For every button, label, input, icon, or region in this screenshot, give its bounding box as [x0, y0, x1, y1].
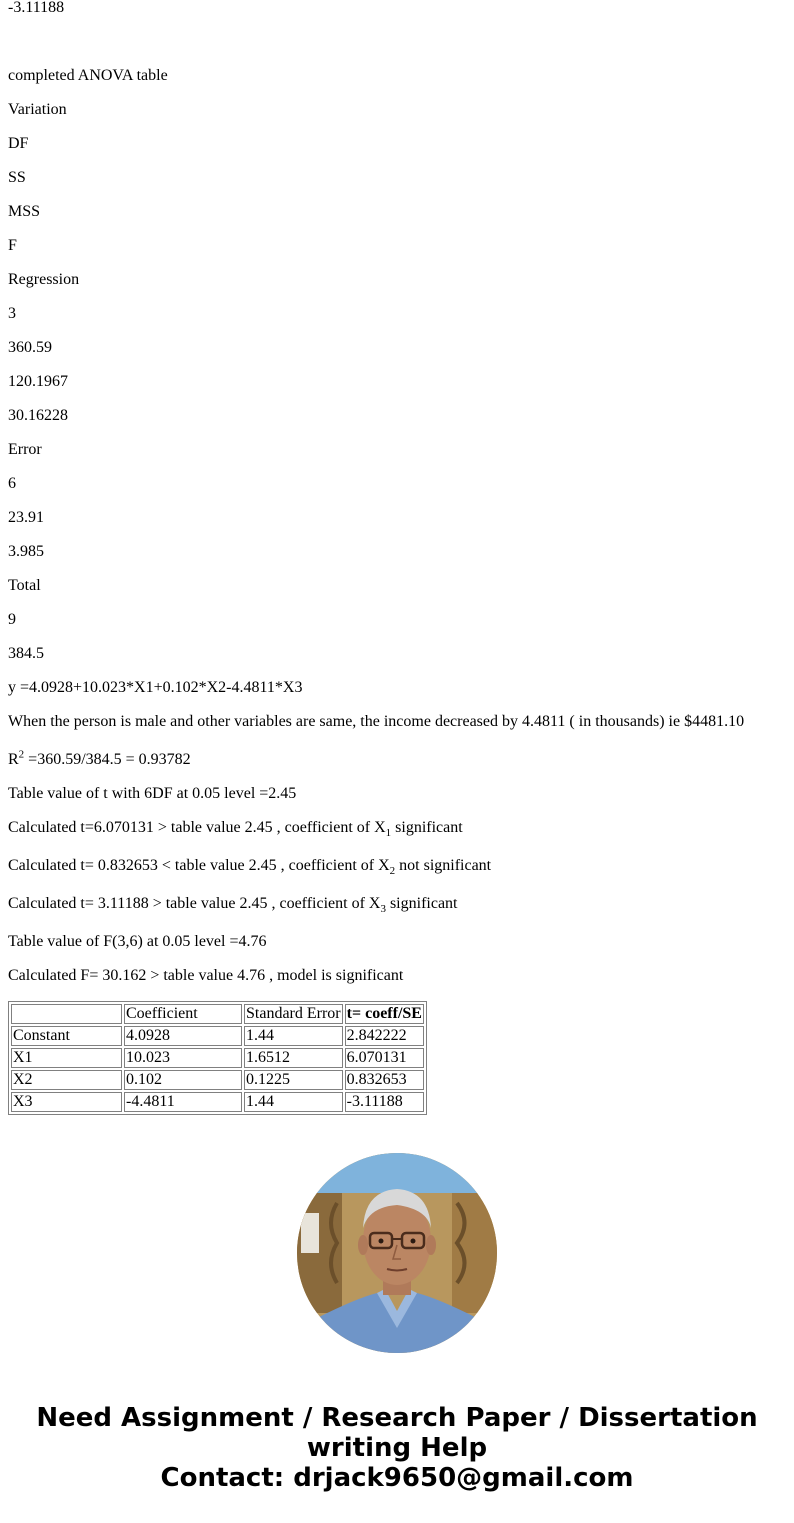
- table-row: [11, 1048, 424, 1068]
- table-cell: 6.070131: [345, 1048, 424, 1068]
- interpretation-text: When the person is male and other variables are same, the income decreased by 4.4811 ( in thousands) ie $4481.10: [8, 713, 745, 730]
- t-test-x2: [8, 857, 492, 878]
- f-table-value: Table value of F(3,6) at 0.05 level =4.76: [8, 933, 267, 950]
- author-avatar: [297, 1153, 497, 1353]
- r-squared-exponent: 2: [18, 748, 25, 761]
- coefficient-table: [8, 1001, 427, 1115]
- promo-line-2: writing Help: [306, 1433, 488, 1463]
- t-test-x2-text: Calculated t= 0.832653 < table value 2.45 , coefficient of X: [8, 857, 390, 874]
- t-table-value: Table value of t with 6DF at 0.05 level =2.45: [8, 785, 297, 802]
- r-squared-symbol: R: [8, 751, 19, 768]
- table-cell: 0.102: [124, 1070, 242, 1090]
- table-cell: 1.6512: [244, 1048, 343, 1068]
- table-cell: X1: [11, 1048, 122, 1068]
- promo-banner: [0, 1403, 794, 1493]
- anova-regression-label: Regression: [8, 271, 80, 288]
- anova-regression-df: 3: [8, 305, 16, 322]
- table-cell: 1.44: [244, 1092, 343, 1112]
- top-value: -3.11188: [8, 0, 65, 16]
- table-cell: X3: [11, 1092, 122, 1112]
- t-test-x3-subscript: 3: [380, 903, 386, 916]
- anova-regression-ss: 360.59: [8, 339, 52, 356]
- table-cell: 2.842222: [345, 1026, 424, 1046]
- table-cell: -3.11188: [345, 1092, 424, 1112]
- table-cell: 1.44: [244, 1026, 343, 1046]
- anova-regression-f: 30.16228: [8, 407, 68, 424]
- table-header-cell: Coefficient: [124, 1004, 242, 1024]
- table-cell: -4.4811: [124, 1092, 242, 1112]
- table-header-cell: Standard Error: [246, 1005, 341, 1022]
- table-header-cell: [11, 1004, 122, 1024]
- table-header-cell: t= coeff/SE: [346, 1005, 422, 1022]
- table-cell: 0.1225: [244, 1070, 343, 1090]
- table-cell: Constant: [11, 1026, 122, 1046]
- promo-line-1: Need Assignment / Research Paper / Dissertation: [36, 1403, 758, 1433]
- anova-error-ss: 23.91: [8, 509, 44, 526]
- table-cell: 0.832653: [345, 1070, 424, 1090]
- anova-total-df: 9: [8, 611, 16, 628]
- table-header-row: [11, 1004, 424, 1024]
- t-test-x3-result: significant: [385, 895, 458, 912]
- t-test-x1-result: significant: [391, 819, 463, 836]
- t-test-x1-subscript: 1: [385, 827, 392, 840]
- table-row: [11, 1026, 424, 1046]
- table-cell: 10.023: [124, 1048, 242, 1068]
- anova-header-mss: MSS: [8, 203, 41, 220]
- anova-regression-mss: 120.1967: [8, 373, 68, 390]
- anova-total-ss: 384.5: [8, 645, 44, 662]
- table-cell: 4.0928: [124, 1026, 242, 1046]
- t-test-x3-text: Calculated t= 3.11188 > table value 2.45 , coefficient of X: [8, 895, 381, 912]
- table-row: [11, 1070, 424, 1090]
- anova-error-label: Error: [8, 441, 42, 458]
- anova-header-variation: Variation: [8, 101, 67, 118]
- promo-contact: Contact: drjack9650@gmail.com: [160, 1463, 634, 1493]
- t-test-x2-result: not significant: [395, 857, 492, 874]
- anova-header-f: F: [8, 237, 17, 254]
- anova-header-df: DF: [8, 135, 29, 152]
- t-test-x3: [8, 895, 458, 916]
- t-test-x1: [8, 819, 463, 840]
- r-squared-value: =360.59/384.5 = 0.93782: [24, 751, 191, 768]
- anova-error-df: 6: [8, 475, 16, 492]
- anova-total-label: Total: [8, 577, 41, 594]
- f-test-result: Calculated F= 30.162 > table value 4.76 , model is significant: [8, 967, 404, 984]
- table-row: [11, 1092, 424, 1112]
- anova-title: completed ANOVA table: [8, 67, 168, 84]
- t-test-x1-text: Calculated t=6.070131 > table value 2.45 , coefficient of X: [8, 819, 386, 836]
- regression-equation: y =4.0928+10.023*X1+0.102*X2-4.4811*X3: [8, 679, 303, 696]
- table-cell: X2: [11, 1070, 122, 1090]
- anova-header-ss: SS: [8, 169, 26, 186]
- anova-error-mss: 3.985: [8, 543, 44, 560]
- t-test-x2-subscript: 2: [389, 865, 396, 878]
- r-squared: [8, 748, 191, 769]
- avatar-image: [297, 1153, 497, 1353]
